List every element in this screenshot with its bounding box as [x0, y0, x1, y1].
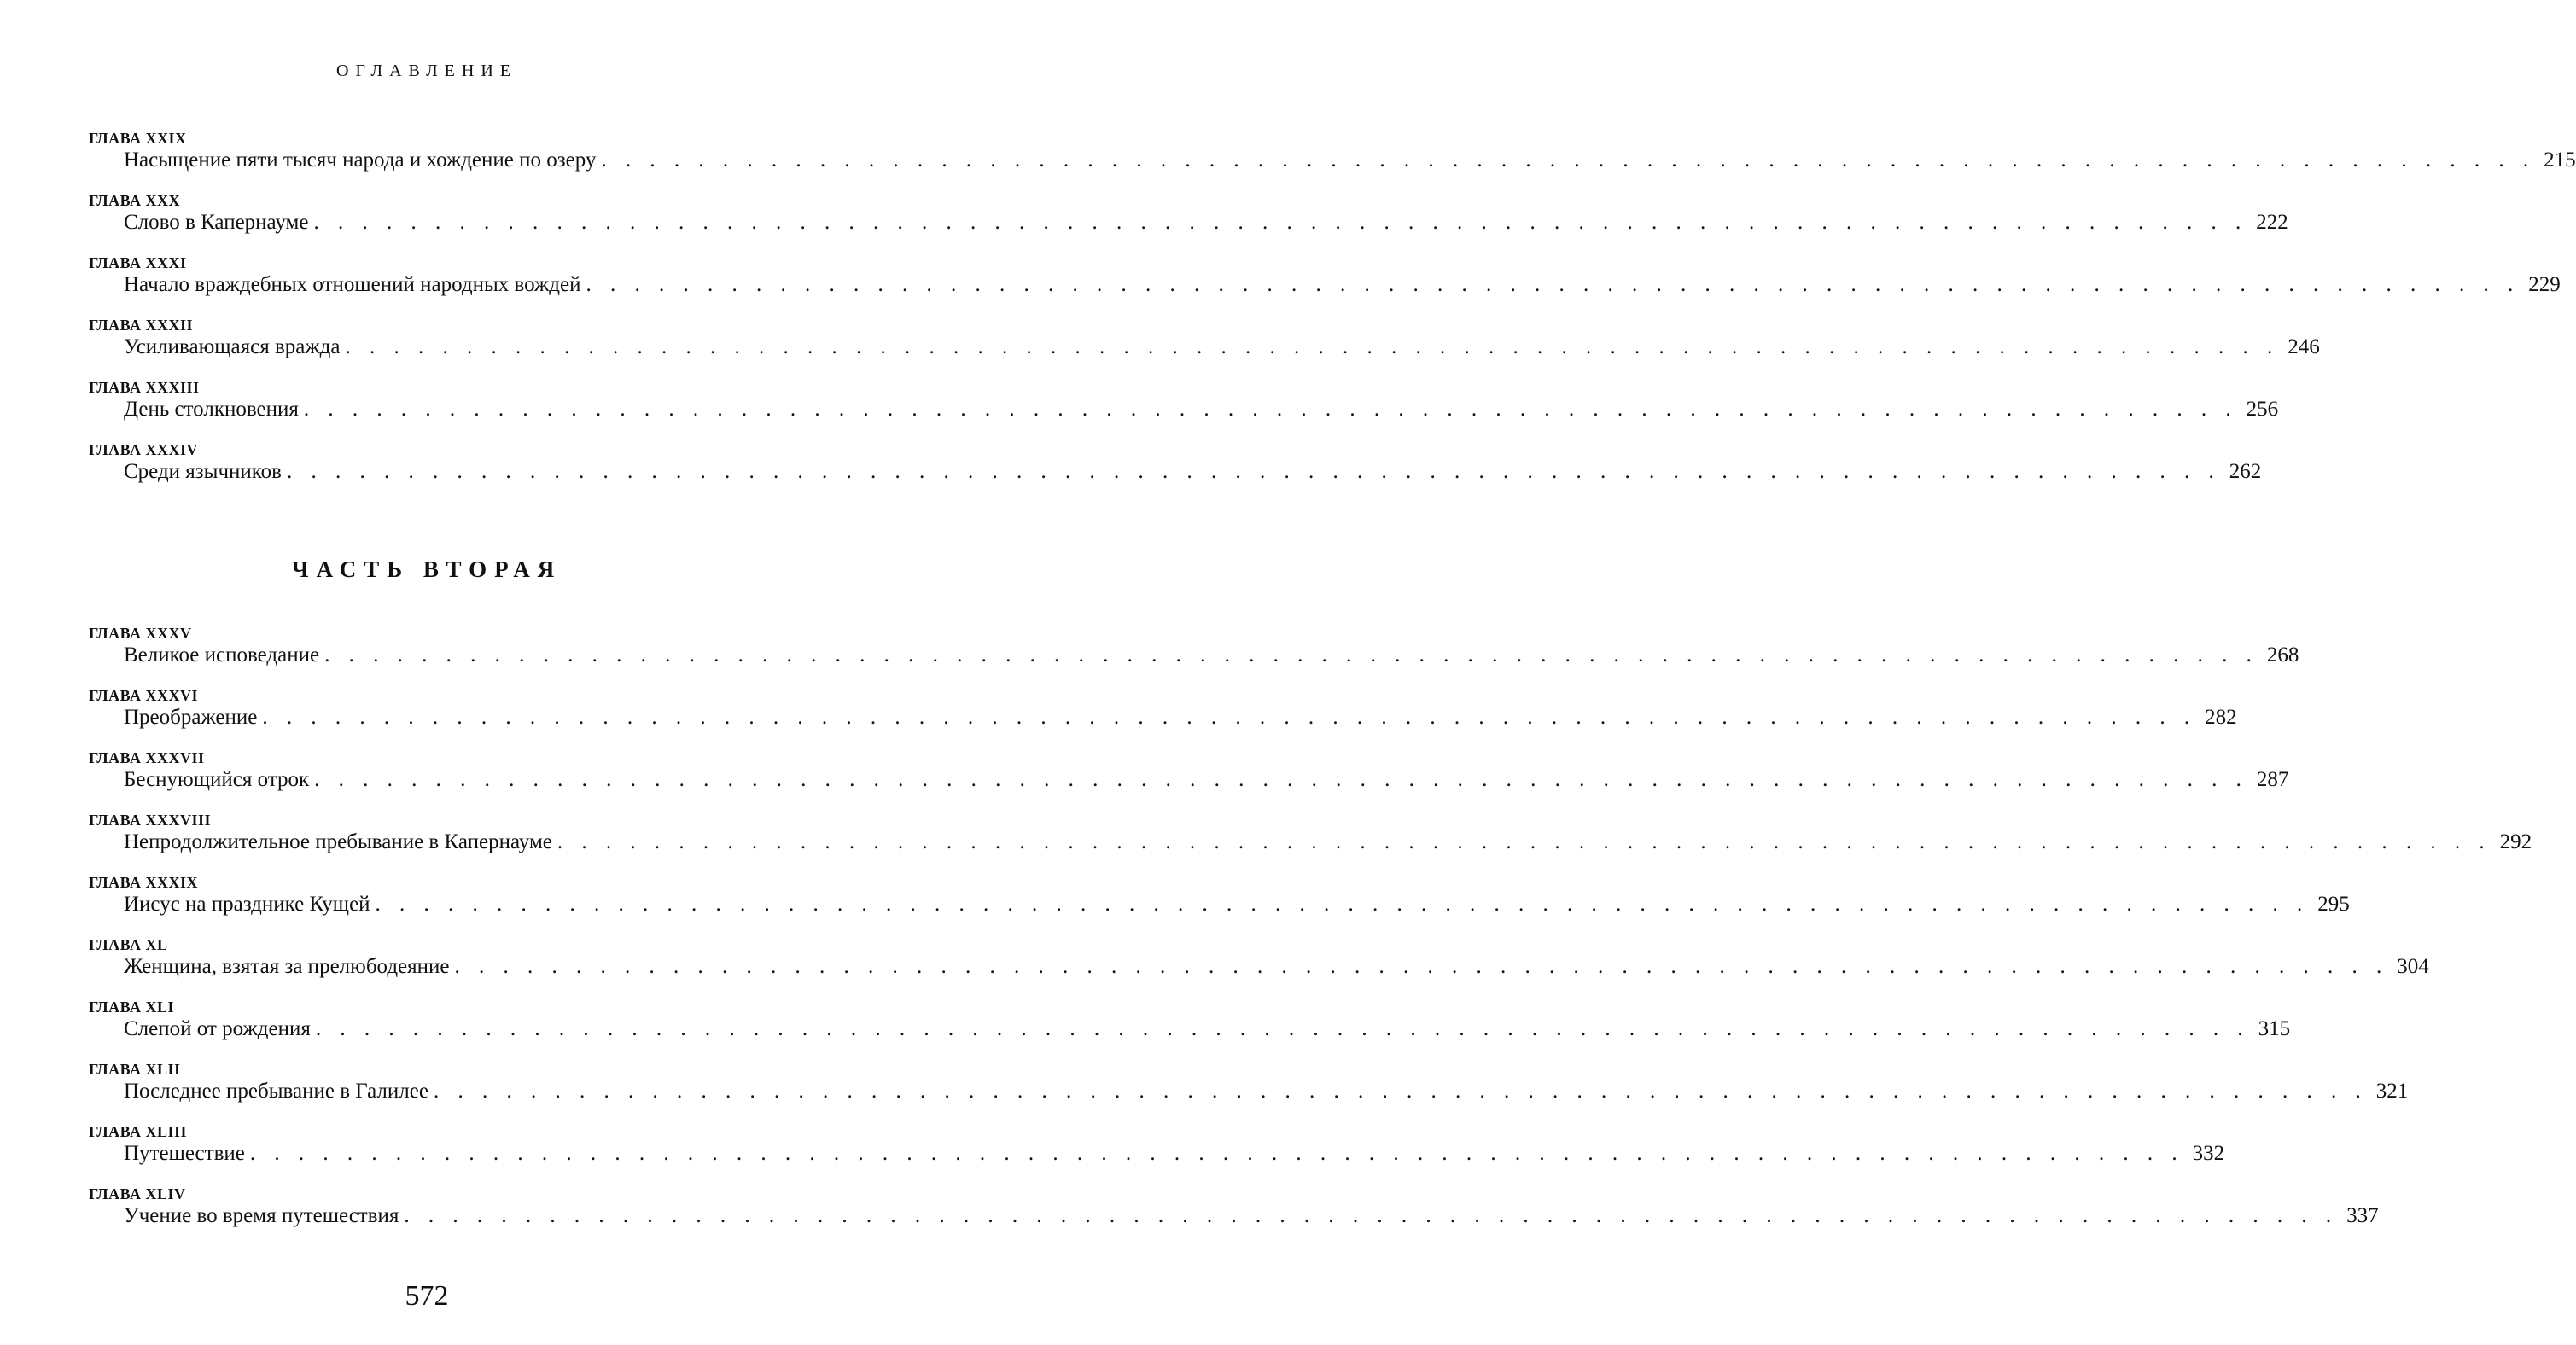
page-ref: 229 [2528, 273, 2561, 296]
chapter-label: ГЛАВА XXXVIII [89, 812, 212, 829]
dot-leader: . . . . . . . . . . . . . . . . . . . . . . . . . . . . . . . . . . . . . . . . . . . . . . . . . . . . . . . . . . . . . . . . . . . . . . . . . . . . . . . . [303, 398, 2238, 421]
chapter-title: Непродолжительное пребывание в Капернауме [124, 830, 552, 853]
chapter-title: Путешествие [124, 1142, 245, 1165]
page-ref: 295 [2317, 893, 2350, 916]
chapter-label: ГЛАВА XXXV [89, 625, 192, 642]
toc-line [124, 893, 2350, 917]
chapter-label: ГЛАВА XXX [89, 192, 181, 209]
toc-line [124, 955, 2429, 979]
chapter-title: Среди язычников [124, 460, 282, 483]
chapter-label: ГЛАВА XXXVII [89, 749, 205, 766]
dot-leader: . . . . . . . . . . . . . . . . . . . . . . . . . . . . . . . . . . . . . . . . . . . . . . . . . . . . . . . . . . . . . . . . . . . . . . . . . . . . . . . . [454, 955, 2389, 978]
dot-leader: . . . . . . . . . . . . . . . . . . . . . . . . . . . . . . . . . . . . . . . . . . . . . . . . . . . . . . . . . . . . . . . . . . . . . . . . . . . . . . . . [315, 1017, 2250, 1040]
dot-leader: . . . . . . . . . . . . . . . . . . . . . . . . . . . . . . . . . . . . . . . . . . . . . . . . . . . . . . . . . . . . . . . . . . . . . . . . . . . . . . . . [313, 211, 2248, 234]
toc-line [124, 148, 2576, 172]
chapter-title: Беснующийся отрок [124, 768, 310, 791]
part-two-title: ЧАСТЬ ВТОРАЯ [291, 556, 562, 582]
chapter-title: Иисус на празднике Кущей [124, 893, 370, 916]
dot-leader: . . . . . . . . . . . . . . . . . . . . . . . . . . . . . . . . . . . . . . . . . . . . . . . . . . . . . . . . . . . . . . . . . . . . . . . . . . . . . . . . [324, 643, 2258, 667]
page-header: ОГЛАВЛЕНИЕ [336, 61, 517, 80]
chapter-label: ГЛАВА XLII [89, 1061, 181, 1078]
toc-line [124, 768, 2289, 792]
dot-leader: . . . . . . . . . . . . . . . . . . . . . . . . . . . . . . . . . . . . . . . . . . . . . . . . . . . . . . . . . . . . . . . . . . . . . . . . . . . . . . . . [375, 893, 2310, 916]
toc-line [124, 335, 2320, 359]
page-ref: 292 [2499, 830, 2532, 853]
page-ref: 332 [2192, 1142, 2225, 1165]
toc-line [124, 398, 2279, 422]
chapter-label: ГЛАВА XXXIX [89, 874, 199, 891]
page-ref: 215 [2544, 148, 2576, 172]
chapter-label: ГЛАВА XXXII [89, 317, 194, 334]
page-ref: 246 [2288, 335, 2320, 358]
chapter-label: ГЛАВА XLIV [89, 1185, 186, 1202]
chapter-label: ГЛАВА XLIII [89, 1123, 188, 1140]
page-ref: 287 [2256, 768, 2289, 791]
chapter-label: ГЛАВА XXIX [89, 130, 187, 147]
chapter-title: Усиливающаяся вражда [124, 335, 341, 358]
toc-line [124, 1204, 2379, 1228]
chapter-title: Слово в Капернауме [124, 211, 309, 234]
chapter-label: ГЛАВА XXXIII [89, 379, 200, 396]
dot-leader: . . . . . . . . . . . . . . . . . . . . . . . . . . . . . . . . . . . . . . . . . . . . . . . . . . . . . . . . . . . . . . . . . . . . . . . . . . . . . . . . [557, 830, 2491, 853]
chapter-label: ГЛАВА XXXIV [89, 441, 199, 458]
chapter-title: Преображение [124, 706, 258, 729]
dot-leader: . . . . . . . . . . . . . . . . . . . . . . . . . . . . . . . . . . . . . . . . . . . . . . . . . . . . . . . . . . . . . . . . . . . . . . . . . . . . . . . . [433, 1080, 2368, 1103]
chapter-title: Насыщение пяти тысяч народа и хождение по озеру [124, 148, 597, 172]
page-ref: 321 [2375, 1080, 2409, 1103]
chapter-label: ГЛАВА XLI [89, 999, 175, 1016]
toc-line [124, 460, 2262, 484]
page-ref: 315 [2258, 1017, 2291, 1040]
dot-leader: . . . . . . . . . . . . . . . . . . . . . . . . . . . . . . . . . . . . . . . . . . . . . . . . . . . . . . . . . . . . . . . . . . . . . . . . . . . . . . . . [314, 768, 2248, 791]
dot-leader: . . . . . . . . . . . . . . . . . . . . . . . . . . . . . . . . . . . . . . . . . . . . . . . . . . . . . . . . . . . . . . . . . . . . . . . . . . . . . . . . [345, 335, 2280, 358]
toc-line [124, 643, 2299, 667]
page-number: 572 [405, 1280, 449, 1312]
dot-leader: . . . . . . . . . . . . . . . . . . . . . . . . . . . . . . . . . . . . . . . . . . . . . . . . . . . . . . . . . . . . . . . . . . . . . . . . . . . . . . . . [286, 460, 2221, 483]
page-ref: 337 [2346, 1204, 2379, 1227]
dot-leader: . . . . . . . . . . . . . . . . . . . . . . . . . . . . . . . . . . . . . . . . . . . . . . . . . . . . . . . . . . . . . . . . . . . . . . . . . . . . . . . . [601, 148, 2536, 172]
page-ref: 304 [2397, 955, 2429, 978]
toc-line [124, 830, 2532, 854]
toc-line [124, 273, 2561, 297]
chapter-label: ГЛАВА XXXVI [89, 687, 199, 704]
page-ref: 256 [2246, 398, 2279, 421]
page-ref: 222 [2256, 211, 2288, 234]
chapter-title: Слепой от рождения [124, 1017, 311, 1040]
dot-leader: . . . . . . . . . . . . . . . . . . . . . . . . . . . . . . . . . . . . . . . . . . . . . . . . . . . . . . . . . . . . . . . . . . . . . . . . . . . . . . . . [249, 1142, 2184, 1165]
toc-line [124, 1080, 2409, 1103]
chapter-title: Великое исповедание [124, 643, 320, 667]
chapter-title: Начало враждебных отношений народных вождей [124, 273, 581, 296]
dot-leader: . . . . . . . . . . . . . . . . . . . . . . . . . . . . . . . . . . . . . . . . . . . . . . . . . . . . . . . . . . . . . . . . . . . . . . . . . . . . . . . . [586, 273, 2521, 296]
toc-line [124, 211, 2288, 235]
dot-leader: . . . . . . . . . . . . . . . . . . . . . . . . . . . . . . . . . . . . . . . . . . . . . . . . . . . . . . . . . . . . . . . . . . . . . . . . . . . . . . . . [404, 1204, 2339, 1227]
chapter-title: Женщина, взятая за прелюбодеяние [124, 955, 450, 978]
chapter-title: День столкновения [124, 398, 299, 421]
page-ref: 262 [2229, 460, 2262, 483]
chapter-title: Последнее пребывание в Галилее [124, 1080, 428, 1103]
chapter-title: Учение во время путешествия [124, 1204, 399, 1227]
toc-line [124, 1142, 2225, 1166]
chapter-label: ГЛАВА XXXI [89, 254, 187, 271]
dot-leader: . . . . . . . . . . . . . . . . . . . . . . . . . . . . . . . . . . . . . . . . . . . . . . . . . . . . . . . . . . . . . . . . . . . . . . . . . . . . . . . . [262, 706, 2197, 729]
toc-line [124, 1017, 2291, 1041]
page-ref: 282 [2205, 706, 2237, 729]
page-ref: 268 [2266, 643, 2299, 667]
chapter-label: ГЛАВА XL [89, 936, 168, 953]
toc-line [124, 706, 2237, 730]
